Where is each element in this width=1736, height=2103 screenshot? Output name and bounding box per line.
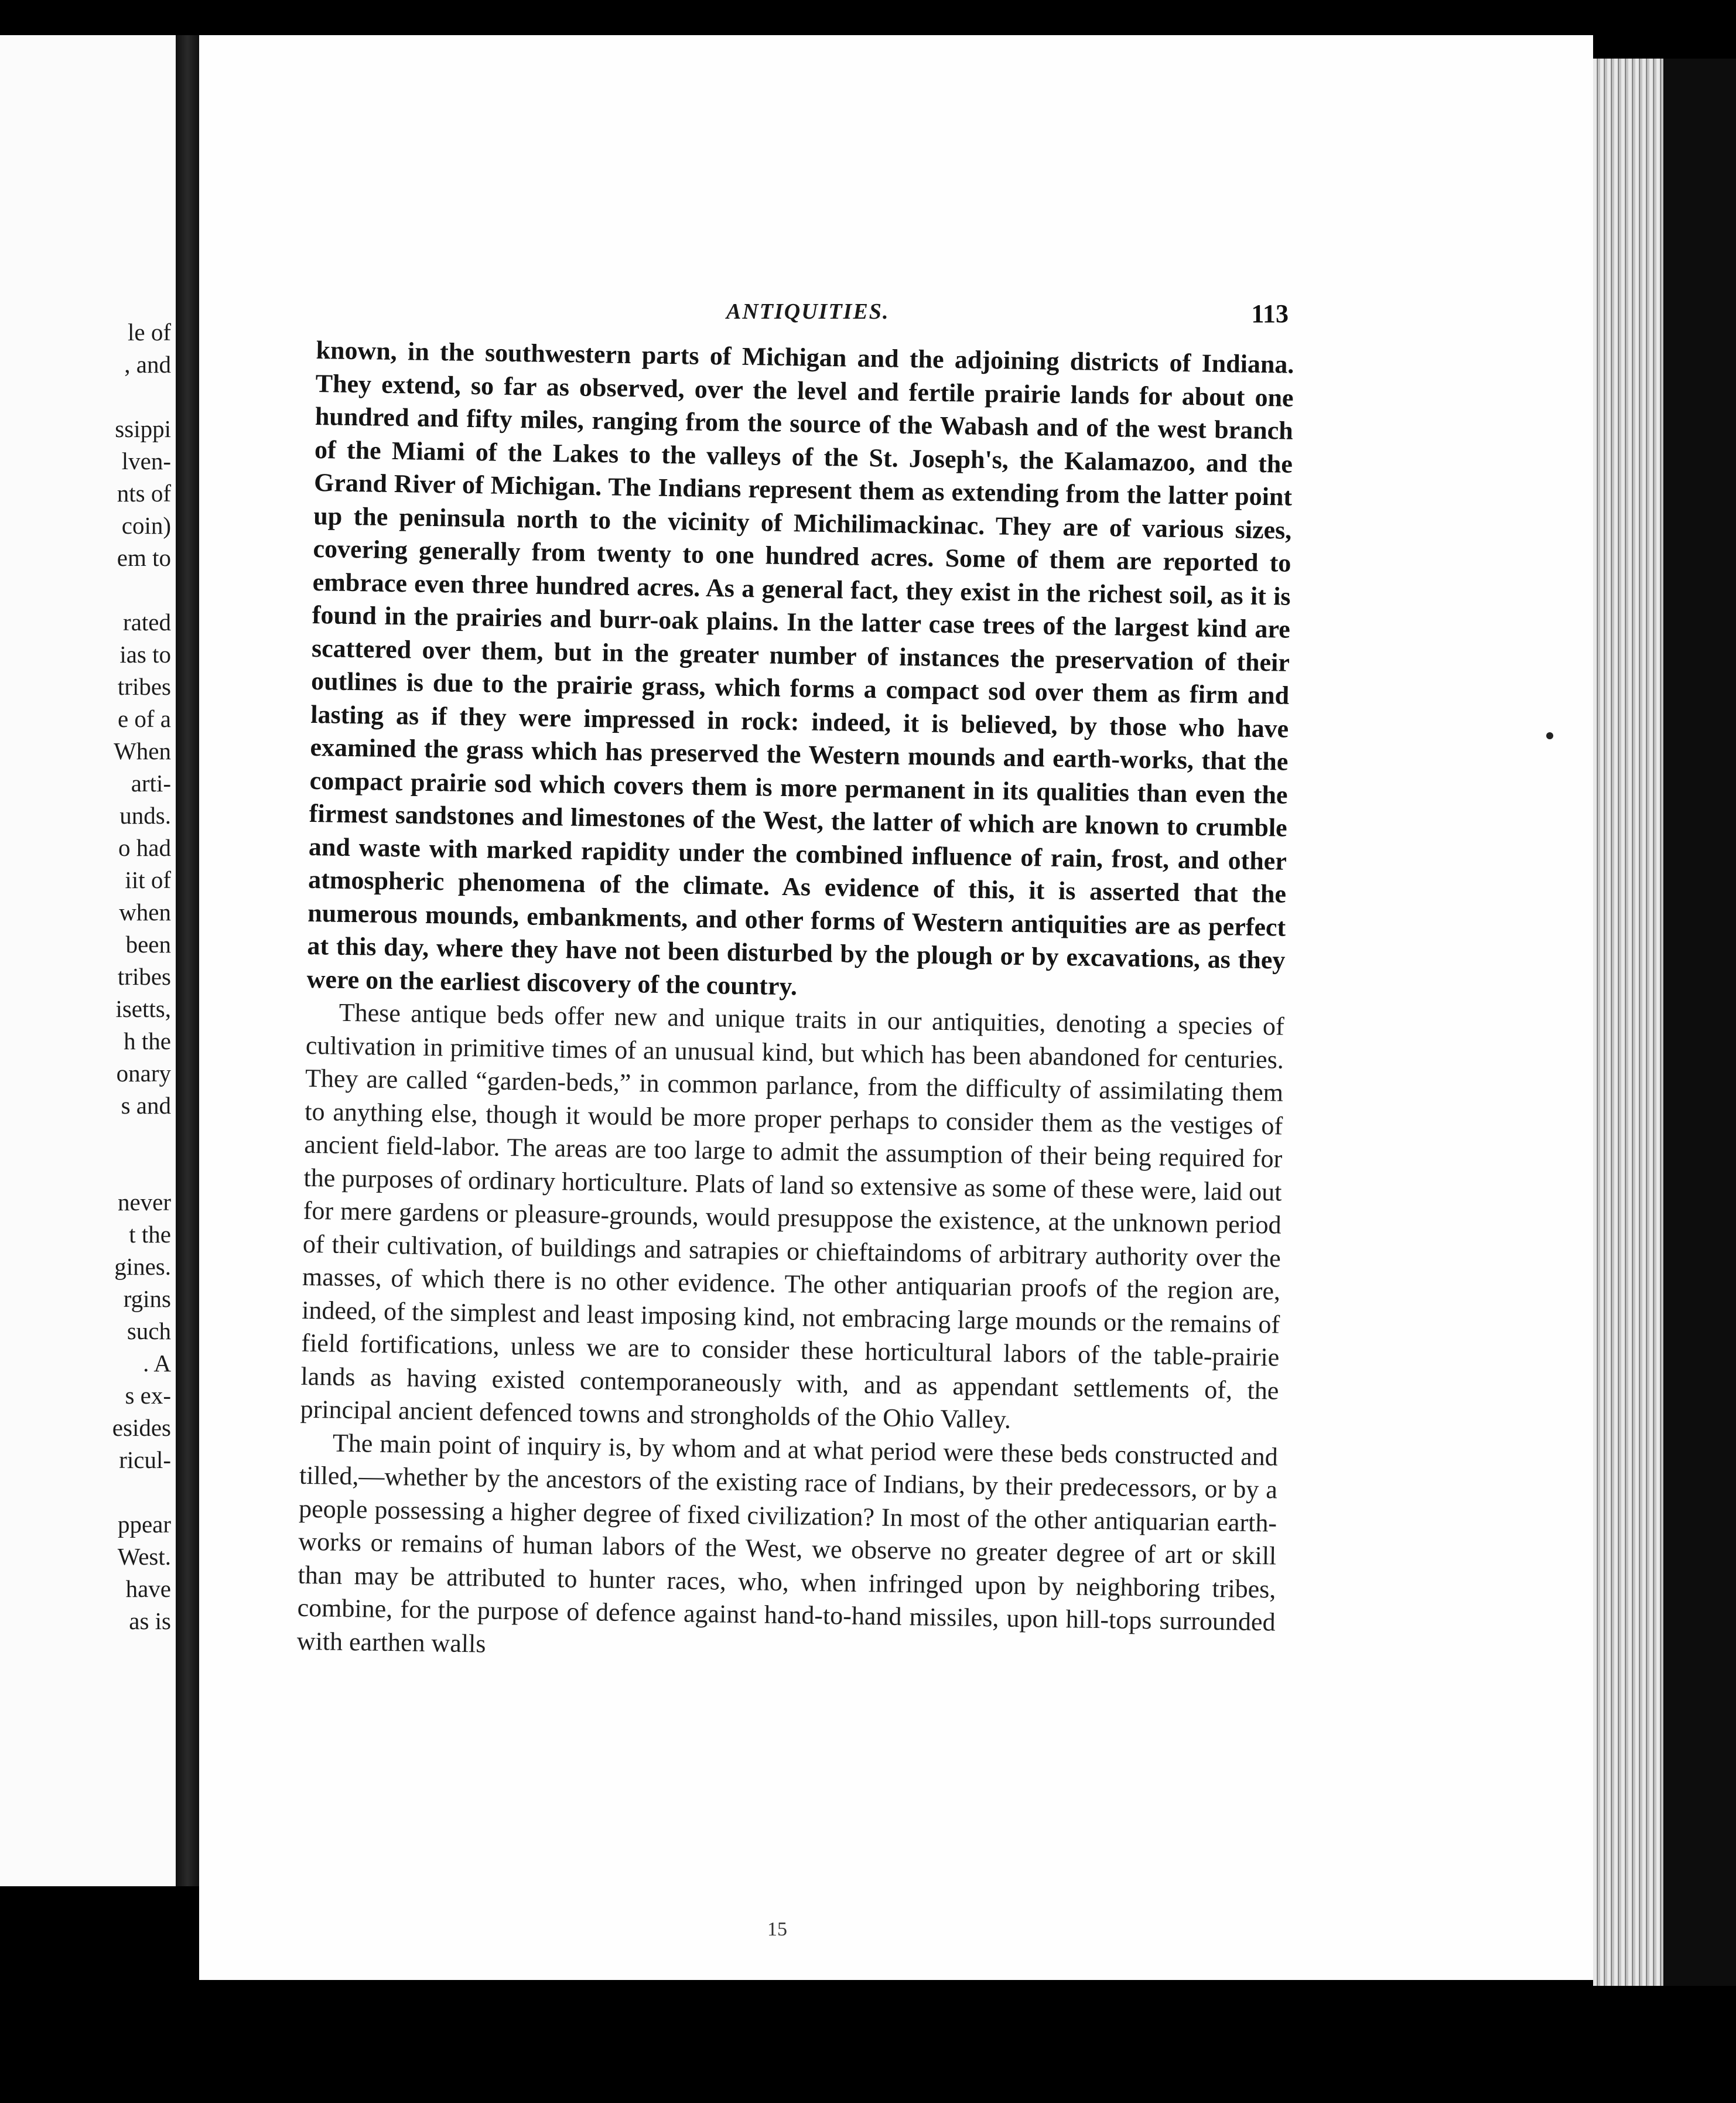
facing-page-line: unds. [119,802,171,829]
paragraph-2: These antique beds offer new and unique traits in our antiquities, denoting a species of cultivation in primitive times of an unusual kind, but which has been abandoned for centuries. They are called “garden-beds,” in common parlance, from the difficulty of assimilating them to anything else, though it would be more proper perhaps to consider them as the vestiges of ancient field-labor. The areas are too large to admit the assumption of their being required for the purposes of ordinary horticulture. Plats of land so extensive as some of these were, laid out for mere gardens or pleasure-grounds, would presuppose the existence, at the unknown period of their cultivation, of buildings and satrapies or chieftaindoms of arbitrary authority over the masses, of which there is no other evidence. The other antiquarian proofs of the region are, indeed, of the simplest and least imposing kind, not embracing large mounds or the remains of field fortifications, unless we are to consider these horticultural labors of the table-prairie lands as having existed contemporaneously with, and as appendant settlements of, the principal ancient defenced towns and strongholds of the Ohio Valley. [300,998,1285,1434]
facing-page-line: iit of [125,866,171,893]
facing-page-line: West. [117,1543,171,1570]
facing-page-line [112,574,171,606]
facing-page-line: ppear [117,1511,171,1538]
facing-page-line: been [125,931,171,958]
facing-page-fragment [0,35,179,1886]
facing-page-line: t the [129,1221,171,1248]
facing-page-line: . A [143,1350,171,1377]
facing-page-line: tribes [117,963,171,990]
facing-page-line: s ex- [125,1382,171,1409]
facing-page-line [112,1122,171,1154]
paragraph-1: known, in the southwestern parts of Michigan and the adjoining districts of Indiana. They extend, so far as observed, over the level and fertile prairie lands for about one hundred and fifty miles, ranging from the source of the Wabash and of the west branch of the Miami of the Lakes to the valleys of the St. Joseph's, the Kalamazoo, and the Grand River of Michigan. The Indians represent them as extending from the latter point up the peninsula north to the vicinity of Michilimackinac. They are of various sizes, covering generally from twenty to one hundred acres. Some of them are reported to embrace even three hundred acres. As a general fact, they exist in the richest soil, as it is found in the prairies and burr-oak plains. In the latter case trees of the largest kind are scattered over them, but in the greater number of instances the preservation of their outlines is due to the prairie grass, which forms a compact sod over them as firm and lasting as if they were impressed in rock: indeed, it is believed, by those who have examined the grass which has preserved the Western mounds and earth-works, that the compact prairie sod which covers them is more permanent in its qualities than even the firmest sandstones and limestones of the West, the latter of which are known to crumble and waste with marked rapidity under the combined influence of rain, frost, and other atmospheric phenomena of the climate. As evidence of this, it is asserted that the numerous mounds, embankments, and other forms of Western antiquities are as perfect at this day, where they have not been disturbed by the plough or by excavations, as they were on the earliest discovery of the country. [306,335,1294,1001]
facing-page-line [112,1476,171,1508]
facing-page-line: have [125,1575,171,1602]
facing-page-line: le of [128,319,171,346]
page-header [328,299,1289,334]
facing-page-line: isetts, [115,995,171,1022]
page-number: 113 [1251,299,1289,328]
page-body [296,334,1294,1672]
facing-page-line: such [127,1317,171,1344]
facing-page-line: rated [123,609,171,636]
page-edges [1593,59,1663,1986]
running-head: ANTIQUITIES. [726,299,890,324]
facing-page-line: as is [129,1607,171,1634]
facing-page-line: s and [121,1092,171,1119]
facing-page-line: ssippi [115,415,171,442]
scan-border [1663,59,1736,1986]
signature-mark: 15 [767,1918,787,1940]
facing-page-line: never [117,1189,171,1216]
ink-spot [1546,732,1553,739]
facing-page-line: , and [124,351,171,378]
facing-page-line: onary [116,1060,171,1087]
facing-page-line: arti- [131,770,171,797]
facing-page-text [112,316,171,1637]
facing-page-line: tribes [117,673,171,700]
book-gutter [176,35,199,1886]
facing-page-line: em to [117,544,171,571]
facing-page-line: ricul- [119,1446,171,1473]
facing-page-line: rgins [123,1285,171,1312]
facing-page-line: when [119,899,171,926]
facing-page-line: o had [118,834,171,861]
paragraph-3: The main point of inquiry is, by whom and at what period were these beds constructed and tilled,—whether by the ancestors of the existing race of Indians, by their predecessors, or by a people possessing a higher degree of fixed civilization? In most of the other antiquarian earth-works or remains of human labors of the West, we observe no greater degree of art or skill than may be attributed to hunter races, who, when infringed upon by neighboring tribes, combine, for the purpose of defence against hand-to-hand missiles, upon hill-tops surrounded with earthen walls [296,1428,1279,1658]
facing-page-line: gines. [114,1253,171,1280]
facing-page-line: When [114,738,171,764]
facing-page-line: h the [124,1027,171,1054]
facing-page-line [112,381,171,413]
facing-page-line: esides [112,1414,171,1441]
facing-page-line: nts of [117,480,171,507]
facing-page-line: coin) [121,512,171,539]
facing-page-line: e of a [117,705,171,732]
facing-page-line [112,1154,171,1186]
facing-page-line: ias to [119,641,171,668]
facing-page-line: lven- [121,448,171,474]
